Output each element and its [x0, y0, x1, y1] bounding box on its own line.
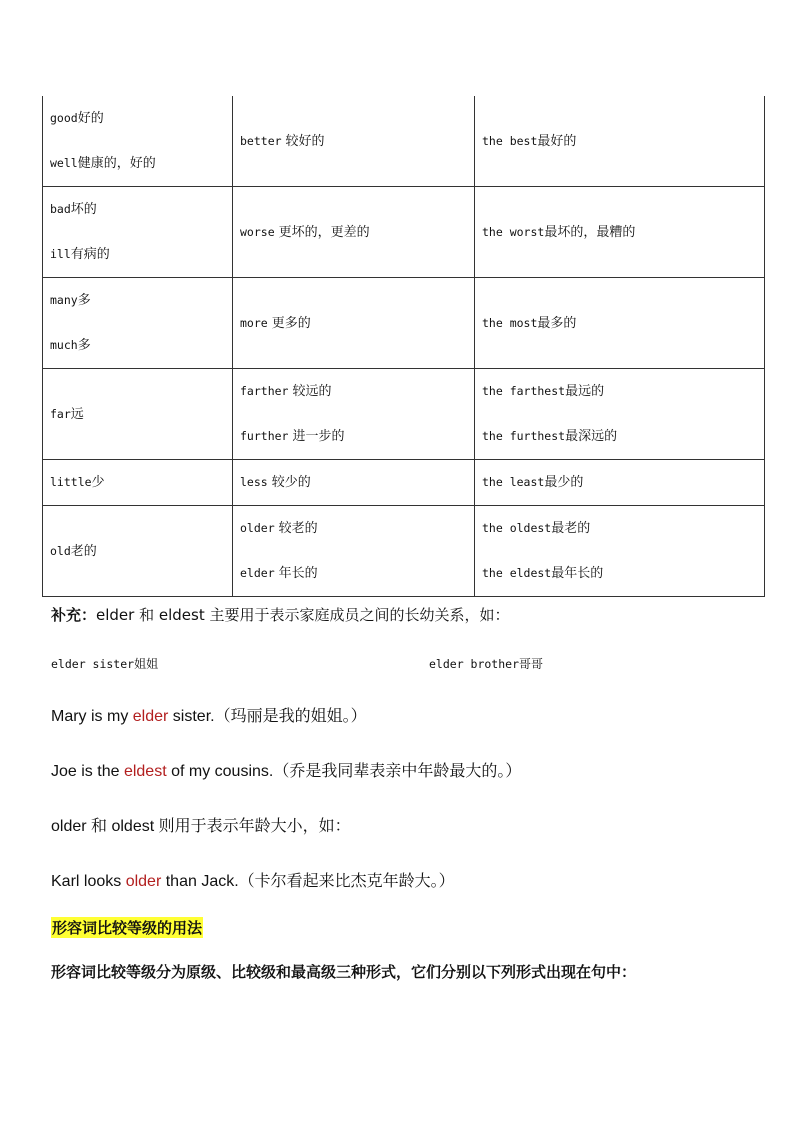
comparative-cell: better 较好的: [233, 96, 475, 187]
positive-cell: far远: [43, 369, 233, 460]
highlight-word: elder: [132, 708, 169, 725]
superlative-cell: the worst最坏的，最糟的: [475, 187, 765, 278]
comparative-cell: worse 更坏的，更差的: [233, 187, 475, 278]
supplement-text: elder 和 eldest 主要用于表示家庭成员之间的长幼关系，如：: [96, 606, 510, 624]
superlative-cell: the most最多的: [475, 278, 765, 369]
positive-cell: little少: [43, 460, 233, 506]
superlative-cell: the farthest最远的 the furthest最深远的: [475, 369, 765, 460]
positive-cell: bad坏的 ill有病的: [43, 187, 233, 278]
superlative-cell: the best最好的: [475, 96, 765, 187]
comparative-cell: older 较老的 elder 年长的: [233, 506, 475, 597]
positive-cell: old老的: [43, 506, 233, 597]
comparative-cell: more 更多的: [233, 278, 475, 369]
example-pairs: [51, 655, 651, 672]
comparison-table: [42, 96, 765, 597]
positive-cell: many多 much多: [43, 278, 233, 369]
comparative-cell: less 较少的: [233, 460, 475, 506]
table-row: [43, 96, 765, 187]
superlative-cell: the least最少的: [475, 460, 765, 506]
table-row: [43, 506, 765, 597]
table-row: [43, 369, 765, 460]
table-row: [43, 187, 765, 278]
older-usage-note: older 和 oldest 则用于表示年龄大小，如：: [51, 818, 351, 835]
example-left: elder sister姐姐: [51, 657, 159, 671]
example-sentence-2: Joe is the eldest of my cousins.（乔是我同辈表亲中年龄最大的。）: [51, 763, 522, 780]
positive-cell: good好的 well健康的，好的: [43, 96, 233, 187]
example-right: elder brother哥哥: [429, 657, 544, 671]
example-sentence-3: Karl looks older than Jack.（卡尔看起来比杰克年龄大。）: [51, 873, 455, 890]
table-row: [43, 460, 765, 506]
supplement-note: [51, 604, 509, 625]
section-description: 形容词比较等级分为原级、比较级和最高级三种形式，它们分别以下列形式出现在句中：: [51, 963, 637, 981]
supplement-label: 补充：: [51, 606, 97, 624]
section-heading: 形容词比较等级的用法: [52, 919, 203, 937]
highlight-word: older: [125, 873, 162, 890]
highlight-word: eldest: [123, 763, 167, 780]
superlative-cell: the oldest最老的 the eldest最年长的: [475, 506, 765, 597]
example-sentence-1: Mary is my elder sister.（玛丽是我的姐姐。）: [51, 708, 367, 725]
table-row: [43, 278, 765, 369]
comparative-cell: farther 较远的 further 进一步的: [233, 369, 475, 460]
